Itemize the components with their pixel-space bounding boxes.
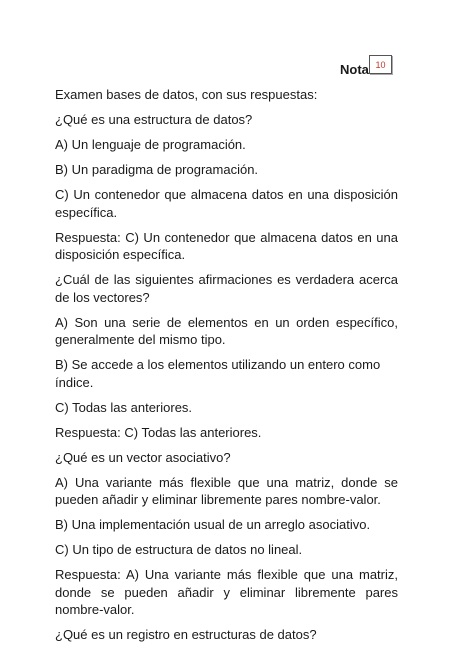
paragraph: ¿Qué es una estructura de datos? — [55, 112, 253, 127]
paragraph: A) Un lenguaje de programación. — [55, 137, 246, 152]
paragraph: C) Todas las anteriores. — [55, 399, 193, 415]
paragraph: Respuesta: C) Todas las anteriores. — [55, 424, 262, 440]
paragraph: B) Se accede a los elementos utilizando un entero como índice. — [55, 357, 381, 390]
paragraph: Respuesta: A) Una variante más flexible que una matriz, donde se pueden añadir y eliminar libremente pares nombre-valor. — [55, 567, 398, 617]
paragraph: A) Una variante más flexible que una matriz, donde se pueden añadir y eliminar libremente pares nombre-valor. — [55, 474, 398, 507]
grade-label: Nota — [340, 62, 369, 77]
paragraph: ¿Cuál de las siguientes afirmaciones es verdadera acerca de los vectores? — [55, 272, 398, 305]
paragraph: Respuesta: C) Un contenedor que almacena datos en una disposición específica. — [55, 229, 398, 262]
grade-box — [369, 55, 392, 74]
paragraph: C) Un contenedor que almacena datos en una disposición específica. — [55, 187, 398, 220]
paragraph: B) Una implementación usual de un arreglo asociativo. — [55, 517, 371, 532]
paragraph: ¿Qué es un registro en estructuras de datos? — [55, 627, 317, 642]
paragraph: A) Son una serie de elementos en un orden específico, generalmente del mismo tipo. — [55, 314, 398, 347]
exam-content — [55, 86, 398, 651]
paragraph: ¿Qué es un vector asociativo? — [55, 449, 231, 465]
paragraph: C) Un tipo de estructura de datos no lineal. — [55, 542, 303, 557]
grade-value: 10 — [375, 59, 386, 70]
paragraph: Examen bases de datos, con sus respuestas: — [55, 87, 318, 102]
paragraph: B) Un paradigma de programación. — [55, 162, 259, 177]
